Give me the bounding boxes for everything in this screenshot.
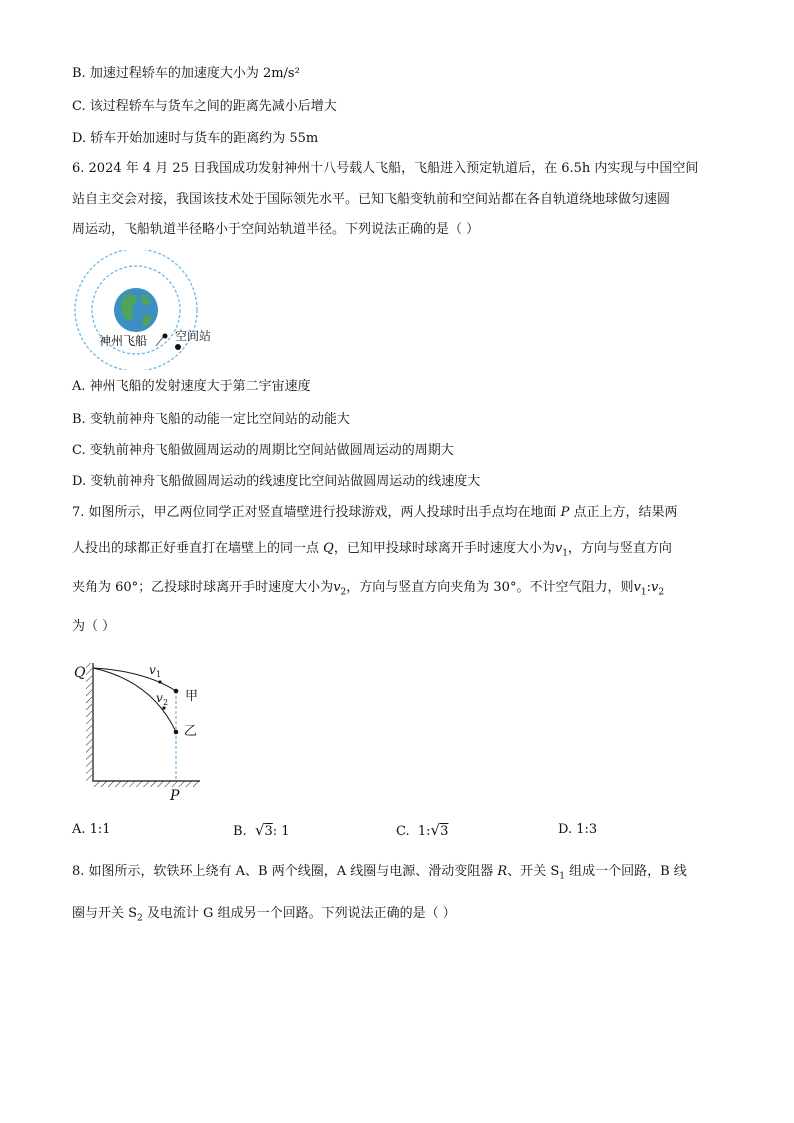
q7-stem-line2: 人投出的球都正好垂直打在墙壁上的同一点 Q，已知甲投球时球离开手时速度大小为$v_1$，方向与竖直方向	[72, 541, 672, 559]
q5-option-d: D. 轿车开始加速时与货车的距离约为 55m	[72, 131, 319, 146]
release-point-yi	[174, 730, 179, 735]
q6-option-d: D. 变轨前神舟飞船做圆周运动的线速度比空间站做圆周运动的线速度大	[72, 474, 481, 489]
v1-marker	[158, 680, 161, 683]
earth-icon	[114, 288, 158, 332]
q7-option-a: A. 1:1	[72, 822, 111, 837]
ground-hatching	[92, 781, 200, 787]
label-q: Q	[74, 665, 86, 681]
q5-option-c: C. 该过程轿车与货车之间的距离先减小后增大	[72, 99, 337, 114]
label-v2: v	[156, 691, 163, 705]
wall-hatching	[86, 663, 92, 781]
label-v1: v	[149, 663, 156, 677]
q7-throw-figure	[70, 655, 220, 805]
label-yi: 乙	[184, 724, 198, 739]
q6-stem-line3: 周运动，飞船轨道半径略小于空间站轨道半径。下列说法正确的是（ ）	[72, 222, 480, 237]
q7-option-d: D. 1:3	[558, 822, 598, 837]
q7-stem-line4: 为（ ）	[72, 619, 116, 634]
q8-stem-line1: 8. 如图所示，软铁环上绕有 A、B 两个线圈，A 线圈与电源、滑动变阻器 R、开关 $S_1$ 组成一个回路，B 线	[72, 864, 687, 882]
station-label: 空间站	[175, 329, 212, 343]
q7-option-c: C. 1:√3	[396, 821, 449, 839]
q6-option-c: C. 变轨前神舟飞船做圆周运动的周期比空间站做圆周运动的周期大	[72, 443, 454, 458]
label-v2-sub: 2	[163, 698, 169, 707]
label-jia: 甲	[185, 689, 199, 704]
q7-option-b: B. √3: 1	[233, 821, 290, 839]
q7-stem-line1: 7. 如图所示，甲乙两位同学正对竖直墙壁进行投球游戏，两人投球时出手点均在地面 P 点正上方，结果两	[72, 505, 678, 520]
q6-orbit-figure	[68, 250, 228, 370]
ship-dot	[163, 334, 168, 339]
label-p: P	[170, 788, 180, 804]
q6-stem-line2: 站自主交会对接，我国该技术处于国际领先水平。已知飞船变轨前和空间站都在各自轨道绕地球做匀速圆	[72, 192, 671, 207]
release-point-jia	[174, 689, 179, 694]
q7-stem-line3: 夹角为 60°；乙投球时球离开手时速度大小为$v_2$，方向与竖直方向夹角为 30°。不计空气阻力，则$v_1:v_2$	[72, 580, 665, 598]
q6-option-a: A. 神州飞船的发射速度大于第二宇宙速度	[72, 379, 311, 394]
ship-label: 神州飞船	[99, 334, 148, 348]
q5-option-b: B. 加速过程轿车的加速度大小为 2m/s²	[72, 66, 300, 81]
q6-option-b: B. 变轨前神舟飞船的动能一定比空间站的动能大	[72, 412, 350, 427]
q8-stem-line2: 圈与开关 $S_2$ 及电流计 G 组成另一个回路。下列说法正确的是（ ）	[72, 906, 456, 924]
q6-stem-line1: 6. 2024 年 4 月 25 日我国成功发射神州十八号载人飞船，飞船进入预定轨道后，在 6.5h 内实现与中国空间	[72, 161, 699, 176]
label-v1-sub: 1	[156, 670, 162, 679]
ship-leader-line	[156, 337, 163, 346]
station-dot	[175, 344, 181, 350]
